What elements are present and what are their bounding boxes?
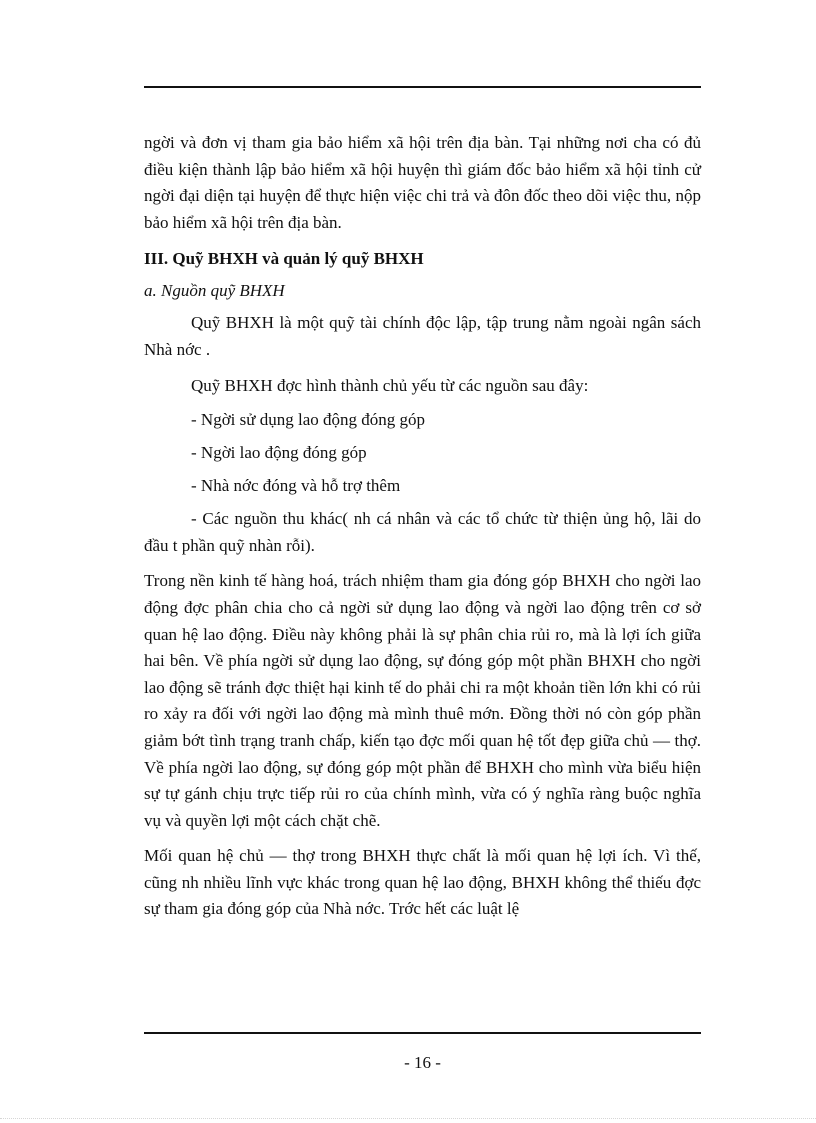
document-body bbox=[144, 130, 701, 923]
subsection-heading: a. Nguồn quỹ BHXH bbox=[144, 281, 285, 301]
header-rule bbox=[144, 86, 701, 88]
list-item: - Ngời lao động đóng góp bbox=[191, 443, 367, 463]
bottom-dotted-divider bbox=[0, 1118, 816, 1119]
fund-sources-intro: Quỹ BHXH đợc hình thành chủ yếu từ các nguồn sau đây: bbox=[191, 375, 589, 395]
intro-paragraph: ngời và đơn vị tham gia bảo hiểm xã hội trên địa bàn. Tại những nơi cha có đủ điều kiện thành lập bảo hiểm xã hội huyện thì giám đốc bảo hiểm xã hội tỉnh cử ngời đại diện tại huyện để thực hiện việc chi trả và đôn đốc theo dõi việc thu, nộp bảo hiểm xã hội trên địa bàn. bbox=[144, 133, 701, 232]
list-item: - Nhà nớc đóng và hỗ trợ thêm bbox=[191, 476, 401, 496]
page-number: - 16 - bbox=[404, 1053, 441, 1072]
relationship-paragraph: Mối quan hệ chủ — thợ trong BHXH thực chất là mối quan hệ lợi ích. Vì thế, cũng nh nhiều lĩnh vực khác trong quan hệ lao động, BHXH không thể thiếu đợc sự tham gia đóng góp của Nhà nớc. Trớc hết các luật lệ bbox=[144, 846, 701, 919]
section-heading: III. Quỹ BHXH và quản lý quỹ BHXH bbox=[144, 249, 424, 269]
footer-rule bbox=[144, 1032, 701, 1034]
market-economy-paragraph: Trong nền kinh tế hàng hoá, trách nhiệm tham gia đóng góp BHXH cho ngời lao động đợc phân chia cho cả ngời sử dụng lao động và ngời lao động trên cơ sở quan hệ lao động. Điều này không phải là sự phân chia rủi ro, mà là lợi ích giữa hai bên. Về phía ngời sử dụng lao động, sự đóng góp một phần BHXH cho ngời lao động sẽ tránh đợc thiệt hại kinh tế do phải chi ra một khoản tiền lớn khi có rủi ro xảy ra đối với ngời lao động mà mình thuê mớn. Đồng thời nó còn góp phần giảm bớt tình trạng tranh chấp, kiến tạo đợc mối quan hệ tốt đẹp giữa chủ — thợ. Về phía ngời lao động, sự đóng góp một phần để BHXH cho mình vừa biểu hiện sự tự gánh chịu trực tiếp rủi ro của chính mình, vừa có ý nghĩa ràng buộc nghĩa vụ và quyền lợi một cách chặt chẽ. bbox=[144, 571, 701, 830]
other-sources-paragraph: - Các nguồn thu khác( nh cá nhân và các tổ chức từ thiện ủng hộ, lãi do đầu t phần quỹ nhàn rỗi). bbox=[144, 509, 701, 555]
fund-definition-paragraph: Quỹ BHXH là một quỹ tài chính độc lập, tập trung nằm ngoài ngân sách Nhà nớc . bbox=[144, 313, 701, 359]
list-item: - Ngời sử dụng lao động đóng góp bbox=[191, 410, 425, 430]
